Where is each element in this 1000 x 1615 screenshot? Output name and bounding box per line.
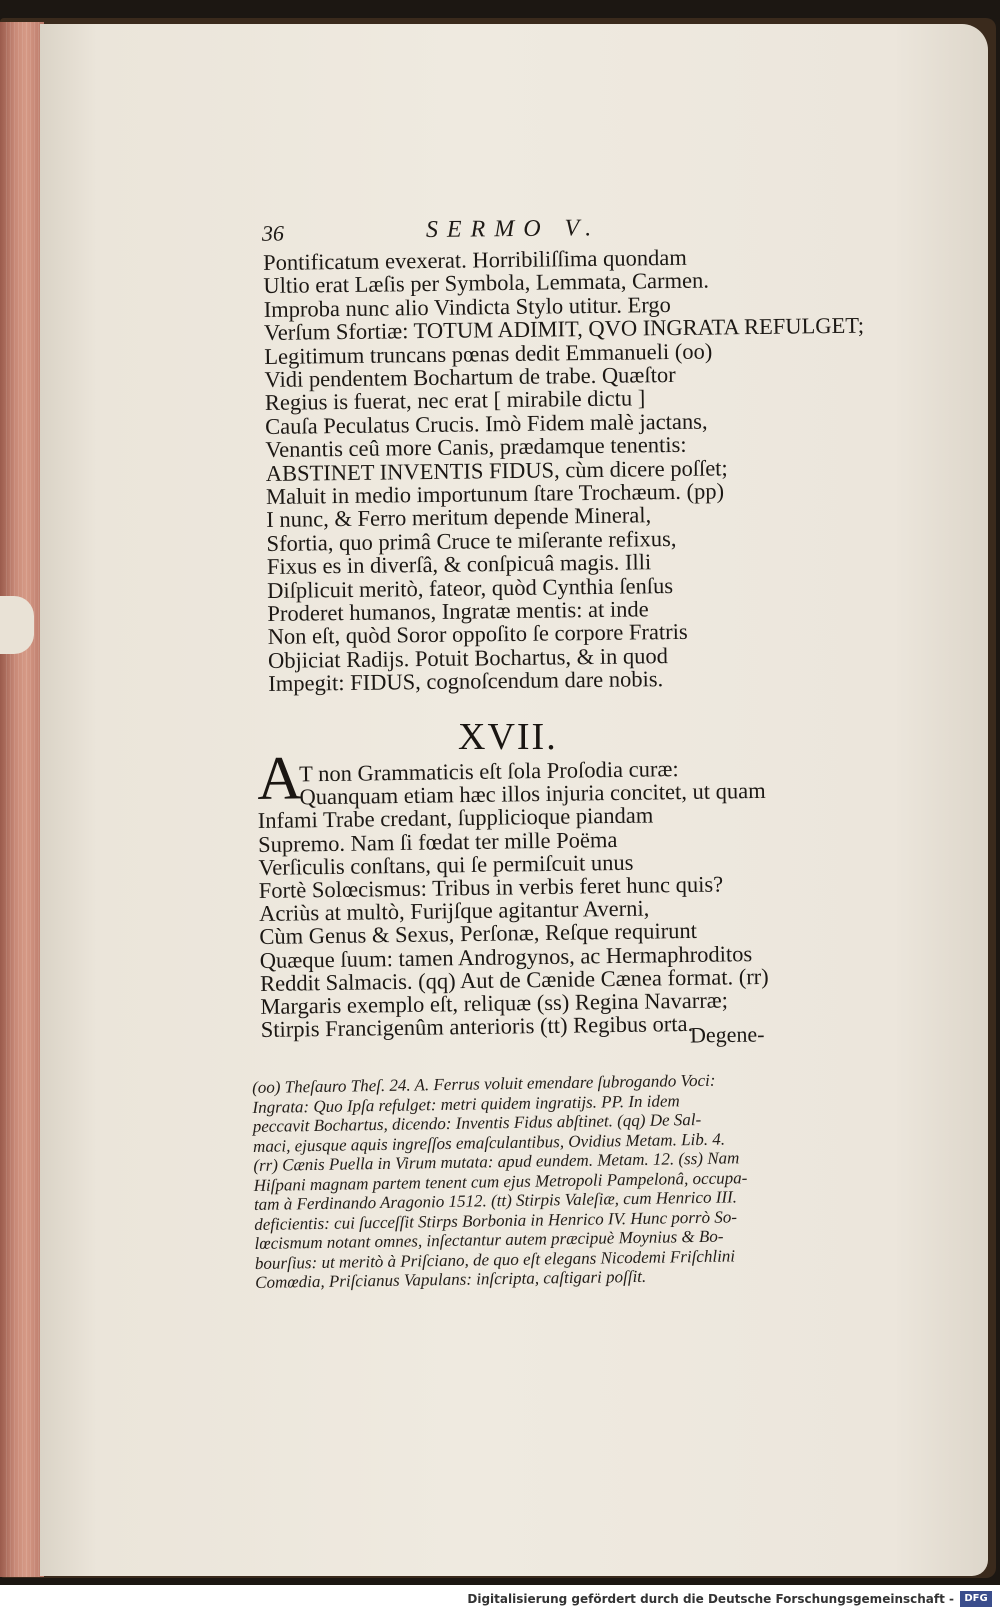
footnote-line: lœcismum notant omnes, inſectantur autem præcipuè Moynius & Bo- xyxy=(254,1226,724,1253)
verse-line: Maluit in medio importunum ſtare Trochæum. (pp) xyxy=(265,478,725,509)
bookmark-slip xyxy=(0,596,34,654)
verse-line: Proderet humanos, Ingratæ mentis: at inde xyxy=(267,596,649,626)
verse-line: Verſum Sfortiæ: TOTUM ADIMIT, QVO INGRATA REFULGET; xyxy=(263,312,865,346)
page-edges-texture xyxy=(6,22,40,1577)
verse-line: Ultio erat Læſis per Symbola, Lemmata, Carmen. xyxy=(263,267,710,299)
section-title: SERMO V. xyxy=(425,215,601,244)
verse-line: Cùm Genus & Sexus, Perſonæ, Reſque requirunt xyxy=(259,918,698,950)
verse-line: Venantis ceû more Canis, prædamque tenentis: xyxy=(265,432,687,463)
verse-line: Fortè Solœcismus: Tribus in verbis feret hunc quis? xyxy=(258,871,724,903)
verse-line: Quanquam etiam hæc illos injuria concitet, ut quam xyxy=(299,778,766,810)
drop-initial: A xyxy=(256,744,303,813)
verse-line: Improba nunc alio Vindicta Stylo utitur. Ergo xyxy=(263,291,672,322)
footnote-line: Hiſpani magnam partem tenent cum ejus Metropoli Pampelonâ, occupa- xyxy=(253,1167,748,1195)
footnote-line: peccavit Bochartus, dicendo: Inventis Fidus abſtinet. (qq) De Sal- xyxy=(252,1109,702,1136)
footnote-line: Comœdia, Priſcianus Vapulans: inſcripta, caſtigari poſſit. xyxy=(255,1266,647,1292)
verse-line: Acriùs at multò, Furijſque agitantur Averni, xyxy=(258,895,650,927)
verse-line: T non Grammaticis eſt ſola Proſodia curæ: xyxy=(298,756,679,787)
digitization-notice-bar xyxy=(0,1585,1000,1615)
verse-line: Cauſa Peculatus Crucis. Imò Fidem malè jactans, xyxy=(265,408,708,439)
poem-number: XVII. xyxy=(458,716,558,758)
footnote-line: Ingrata: Quo Ipſa refulget: metri quidem ingratijs. PP. In idem xyxy=(252,1090,680,1117)
page-number: 36 xyxy=(261,220,285,246)
verse-line: Verſiculis conſtans, qui ſe permiſcuit unus xyxy=(258,849,634,880)
verse-line: Margaris exemplo eſt, reliquæ (ss) Regina Navarræ; xyxy=(260,987,729,1019)
verse-line: Fixus es in diverſâ, & conſpicuâ magis. Illi xyxy=(266,549,652,580)
footnote-line: maci, ejusque aquis ingreſſos emaſculantibus, Ovidius Metam. Lib. 4. xyxy=(252,1129,726,1156)
verse-line: ABSTINET INVENTIS FIDUS, cùm dicere poſſet; xyxy=(265,454,728,486)
dfg-logo[interactable]: DFG xyxy=(960,1591,992,1607)
verse-line: Stirpis Francigenûm anterioris (tt) Regibus orta. xyxy=(260,1011,694,1043)
digitization-notice: Digitalisierung gefördert durch die Deutsche Forschungsgemeinschaft - xyxy=(467,1592,954,1606)
footnote-line: tam à Ferdinando Aragonio 1512. (tt) Stirpis Valeſiæ, cum Henrico III. xyxy=(253,1187,738,1214)
verse-line: Reddit Salmacis. (qq) Aut de Cænide Cænea format. (rr) xyxy=(259,963,769,996)
verse-line: Sfortia, quo primâ Cruce te miſerante refixus, xyxy=(266,525,677,556)
verse-line: Quæque ſuum: tamen Androgynos, ac Hermaphroditos xyxy=(259,940,753,973)
verse-line: Non eſt, quòd Soror oppoſito ſe corpore Fratris xyxy=(267,619,688,650)
verse-line: Infami Trabe credant, ſupplicioque piandam xyxy=(257,802,654,834)
catchword: Degene- xyxy=(689,1021,765,1048)
verse-line: Supremo. Nam ſi fœdat ter mille Poëma xyxy=(257,826,618,857)
verse-line: Pontificatum evexerat. Horribiliſſima quondam xyxy=(263,244,687,275)
verse-line: I nunc, & Ferro meritum depende Mineral, xyxy=(266,502,652,533)
footnote-line: bourſius: ut meritò à Priſciano, de quo eſt elegans Nicodemi Friſchlini xyxy=(254,1245,736,1273)
footnote-line: (oo) Theſauro Theſ. 24. A. Ferrus voluit emendare ſubrogando Voci: xyxy=(252,1070,716,1097)
verse-line: Vidi pendentem Bochartum de trabe. Quæſtor xyxy=(264,361,676,392)
verse-line: Legitimum truncans pœnas dedit Emmanueli (oo) xyxy=(264,338,713,369)
footnote-line: deficientis: cui ſucceſſit Stirps Borbonia in Henrico IV. Hunc porrò So- xyxy=(254,1206,738,1234)
verse-line: Regius is fuerat, nec erat [ mirabile dictu ] xyxy=(264,385,646,416)
verse-line: Objiciat Radijs. Potuit Bochartus, & in quod xyxy=(267,642,669,673)
verse-line: Impegit: FIDUS, cognoſcendum dare nobis. xyxy=(268,666,664,697)
verse-line: Diſplicuit meritò, fateor, quòd Cynthia ſenſus xyxy=(267,572,674,603)
footnote-line: (rr) Cænis Puella in Virum mutata: apud eundem. Metam. 12. (ss) Nam xyxy=(253,1148,740,1175)
